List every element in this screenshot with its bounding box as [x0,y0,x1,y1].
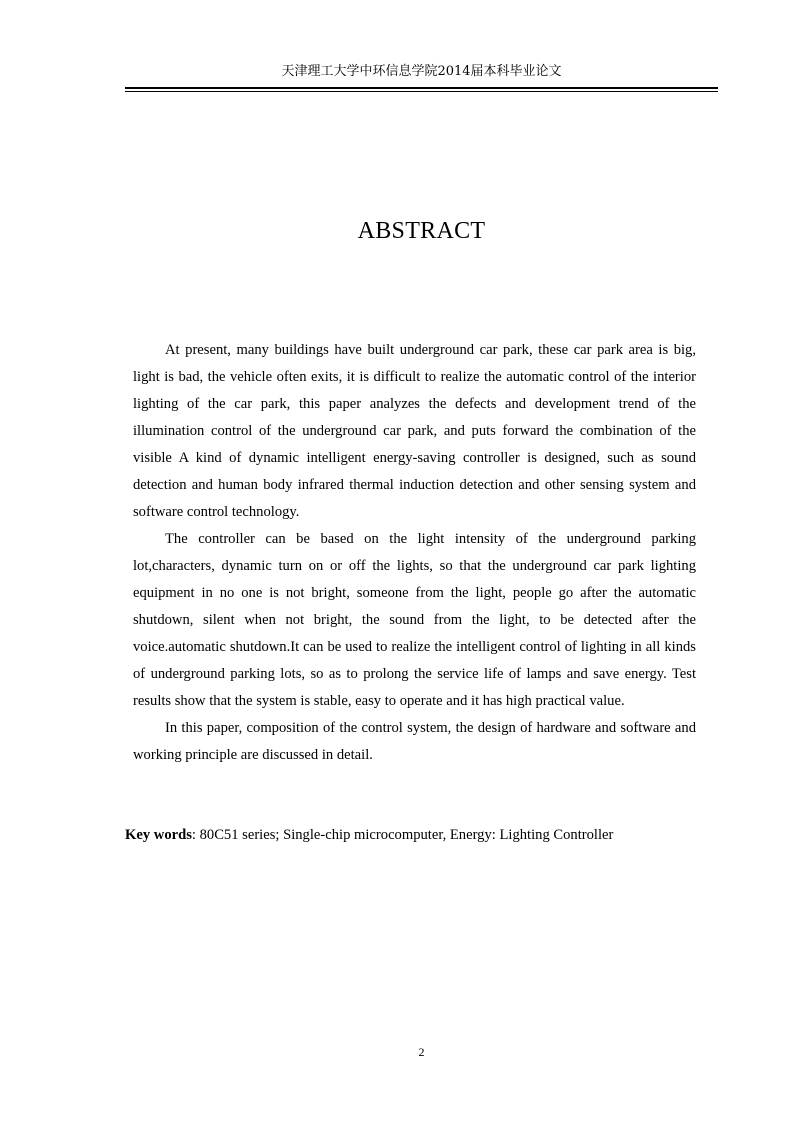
header-rule-thick [125,87,718,89]
running-header: 天津理工大学中环信息学院2014届本科毕业论文 [281,64,562,79]
keywords-value: 80C51 series; Single-chip microcomputer, Energy: Lighting Controller [199,827,614,843]
abstract-title: ABSTRACT [357,218,486,244]
keywords-line [125,822,725,849]
keywords-label: Key words [125,827,192,843]
header-rule-thin [125,91,718,92]
abstract-paragraph-1: At present, many buildings have built underground car park, these car park area is big, light is bad, the vehicle often exits, it is difficult to realize the automatic control of the interior lighting of the car park, this paper analyzes the defects and development trend of the illumination control of the underground car park, and puts forward the combination of the visible A kind of dynamic intelligent energy-saving controller is designed, such as sound detection and human body infrared thermal induction detection and other sensing system and software control technology. [133,342,696,520]
keywords-separator: : [191,827,200,843]
abstract-paragraph-3: In this paper, composition of the control system, the design of hardware and software and working principle are discussed in detail. [133,720,696,763]
abstract-paragraph-2: The controller can be based on the light intensity of the underground parking lot,characters, dynamic turn on or off the lights, so that the underground car park lighting equipment in no one is not bright, someone from the light, people go after the automatic shutdown, silent when not bright, the sound from the light, to be detected after the voice.automatic shutdown.It can be used to realize the intelligent control of lighting in all kinds of underground parking lots, so as to prolong the service life of lamps and save energy. Test results show that the system is stable, easy to operate and it has high practical value. [133,531,696,709]
page-number: 2 [418,1045,425,1059]
abstract-body [133,337,696,769]
